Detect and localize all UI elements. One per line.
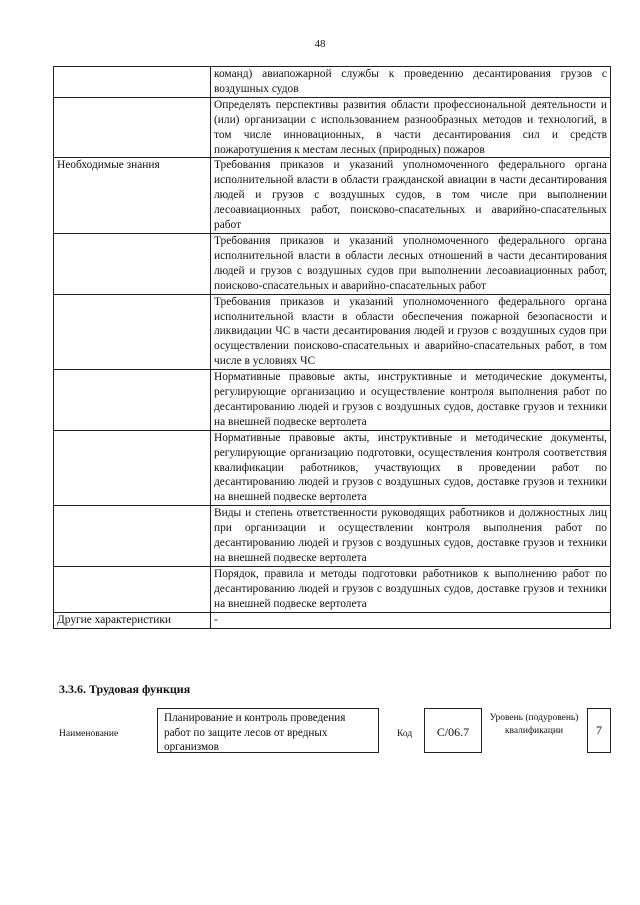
row-label (54, 67, 211, 98)
row-label (54, 566, 211, 612)
qualification-level-field: 7 (587, 708, 611, 753)
row-text: Требования приказов и указаний уполномоченного федерального органа исполнительной власти в области обеспечения пожарной безопасности и ликвидации ЧС в части десантирования людей и грузов с воздушных судов при осуществлении поисково-спасательных и аварийно-спасательных работ, в том числе в условиях ЧС (211, 294, 611, 370)
table-row (54, 506, 611, 567)
table-row (54, 566, 611, 612)
function-name-field: Планирование и контроль проведения работ по защите лесов от вредных организмов (157, 708, 379, 753)
row-text: Виды и степень ответственности руководящих работников и должностных лиц при организации и осуществлении контроля выполнения работ по десантированию людей и грузов с воздушных судов, доставке грузов и техники на внешней подвеске вертолета (211, 506, 611, 567)
page-number: 48 (314, 38, 326, 50)
row-text: Порядок, правила и методы подготовки работников к выполнению работ по десантированию людей и грузов с воздушных судов, доставке грузов и техники на внешней подвеске вертолета (211, 566, 611, 612)
row-label (54, 430, 211, 506)
table-row (54, 294, 611, 370)
table-row (54, 233, 611, 294)
row-text: - (211, 612, 611, 628)
function-name-label: Наименование (59, 729, 119, 739)
row-label (54, 233, 211, 294)
table-row (54, 430, 611, 506)
section-heading: 3.3.6. Трудовая функция (59, 682, 191, 696)
row-label (54, 506, 211, 567)
table-row (54, 370, 611, 431)
row-text: команд) авиапожарной службы к проведению десантирования грузов с воздушных судов (211, 67, 611, 98)
row-label: Необходимые знания (54, 158, 211, 234)
row-text: Нормативные правовые акты, инструктивные и методические документы, регулирующие организацию и осуществление контроля выполнения работ по десантированию людей и грузов с воздушных судов, доставке грузов и техники на внешней подвеске вертолета (211, 370, 611, 431)
code-label: Код (397, 729, 413, 739)
row-text: Определять перспективы развития области профессиональной деятельности и (или) организации с использованием разнообразных методов и технологий, в том числе инновационных, в части десантирования сил и средств пожаротушения к местам лесных (природных) пожаров (211, 97, 611, 158)
row-text: Нормативные правовые акты, инструктивные и методические документы, регулирующие организацию подготовки, осуществления контроля соответствия квалификации работников, участвующих в проведении работ по десантированию людей и грузов с воздушных судов, доставке грузов и техники на внешней подвеске вертолета (211, 430, 611, 506)
code-field: C/06.7 (424, 708, 482, 753)
row-label: Другие характеристики (54, 612, 211, 628)
row-text: Требования приказов и указаний уполномоченного федерального органа исполнительной власти в области лесных отношений в части десантирования людей и грузов с воздушных судов при выполнении лесоавиационных работ, поисково-спасательных и аварийно-спасательных работ (211, 233, 611, 294)
row-text: Требования приказов и указаний уполномоченного федерального органа исполнительной власти в области гражданской авиации в части десантирования людей и грузов с воздушных судов, в том числе при выполнении лесоавиационных работ, поисково-спасательных и аварийно-спасательных работ (211, 158, 611, 234)
row-label (54, 370, 211, 431)
row-label (54, 294, 211, 370)
row-label (54, 97, 211, 158)
table-row (54, 97, 611, 158)
table-row (54, 612, 611, 628)
knowledge-table (53, 66, 611, 629)
table-row (54, 158, 611, 234)
qualification-level-label: Уровень (подуровень) квалификации (489, 713, 579, 736)
table-row (54, 67, 611, 98)
